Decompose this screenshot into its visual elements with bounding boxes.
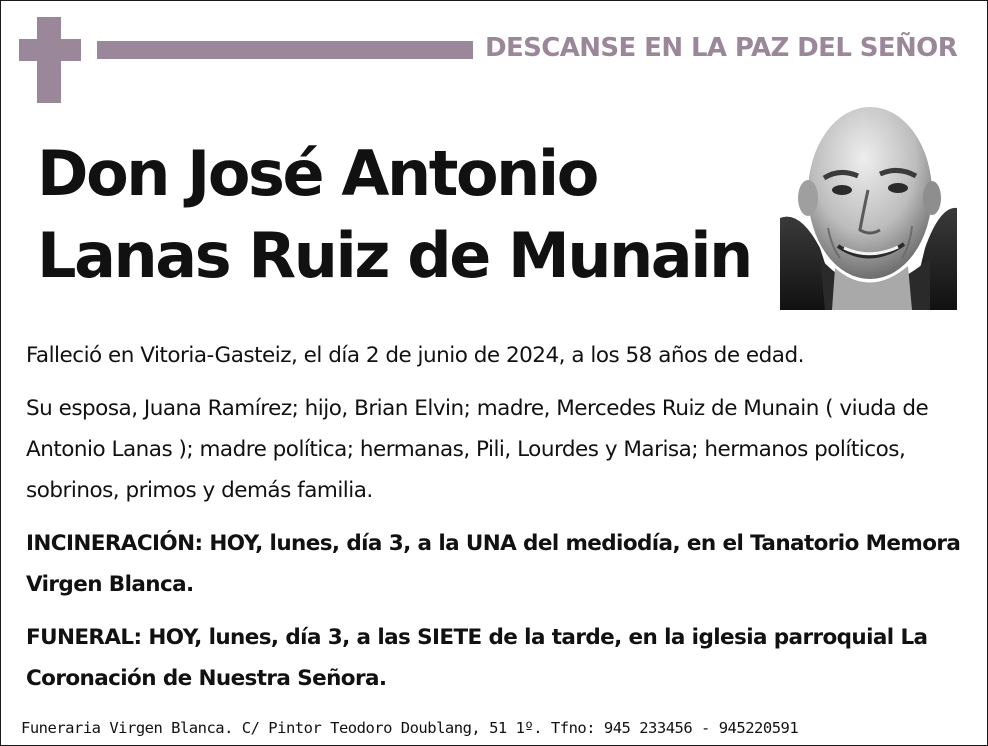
name-line-2: Lanas Ruiz de Munain [37, 219, 751, 292]
header-bar [97, 41, 473, 59]
portrait-photo-icon [780, 98, 957, 310]
deceased-name [37, 133, 751, 297]
notice-body [26, 335, 976, 711]
cross-icon-horizontal [19, 39, 81, 61]
funeral-home-footer: Funeraria Virgen Blanca. C/ Pintor Teodoro Doublang, 51 1º. Tfno: 945 233456 - 945220591 [21, 719, 799, 737]
cremation-notice: INCINERACIÓN: HOY, lunes, día 3, a la UNA del mediodía, en el Tanatorio Memora Virgen Blanca. [26, 531, 961, 597]
header-title: DESCANSE EN LA PAZ DEL SEÑOR [485, 33, 958, 63]
death-notice: Falleció en Vitoria-Gasteiz, el día 2 de junio de 2024, a los 58 años de edad. [26, 343, 804, 368]
family-list: Su esposa, Juana Ramírez; hijo, Brian Elvin; madre, Mercedes Ruiz de Munain ( viuda de Antonio Lanas ); madre política; hermanas, Pili, Lourdes y Marisa; hermanos políticos, sobrinos, primos y demás familia. [26, 396, 929, 503]
funeral-notice: FUNERAL: HOY, lunes, día 3, a las SIETE de la tarde, en la iglesia parroquial La Coronación de Nuestra Señora. [26, 625, 928, 691]
name-line-1: Don José Antonio [37, 137, 597, 210]
